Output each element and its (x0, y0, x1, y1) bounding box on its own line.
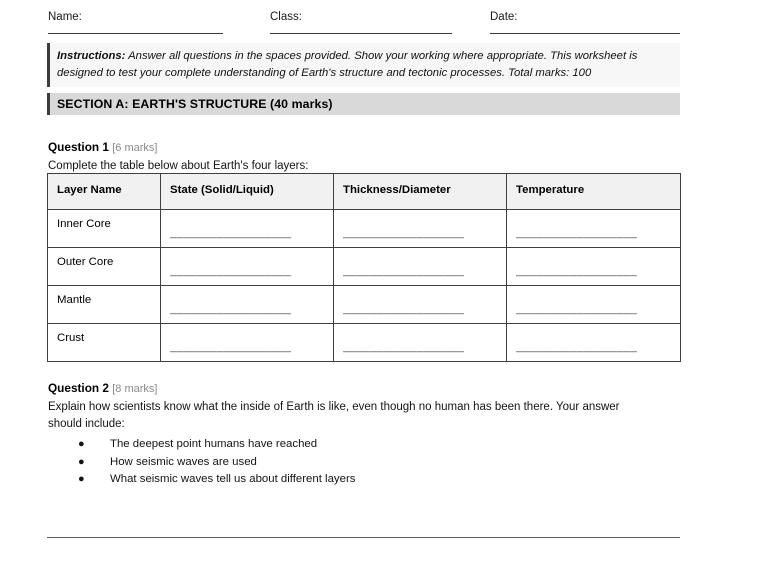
question-1-block (48, 140, 688, 175)
table-header (48, 174, 681, 210)
cell-temperature-blank[interactable] (507, 210, 681, 248)
list-item-label: What seismic waves tell us about different layers (110, 473, 356, 485)
table-body (48, 210, 681, 362)
blank-line: __________________ (516, 341, 638, 353)
blank-line: __________________ (343, 265, 465, 277)
list-item-label: The deepest point humans have reached (110, 438, 318, 450)
question-2-title: Question 2 (48, 381, 109, 395)
list-item (48, 454, 648, 472)
question-2-bullet-list (48, 436, 648, 489)
cell-layer-name: Outer Core (48, 248, 161, 286)
column-header-temperature: Temperature (507, 174, 681, 210)
name-label: Name: (48, 11, 82, 23)
table-row (48, 248, 681, 286)
instructions-text: Answer all questions in the spaces provided. Show your working where appropriate. This worksheet is designed to test your complete understanding of Earth's structure and tectonic processes. Total marks: 100 (57, 50, 638, 79)
column-header-layer-name: Layer Name (48, 174, 161, 210)
column-header-thickness: Thickness/Diameter (334, 174, 507, 210)
question-1-marks: [6 marks] (112, 142, 158, 154)
cell-temperature-blank[interactable] (507, 324, 681, 362)
class-field (270, 10, 302, 24)
blank-line: __________________ (516, 265, 638, 277)
bullet-dot-icon: ● (78, 473, 85, 485)
blank-line: __________________ (343, 341, 465, 353)
instructions-paragraph (57, 48, 672, 81)
cell-layer-name: Crust (48, 324, 161, 362)
date-label: Date: (490, 11, 518, 23)
class-write-line[interactable] (270, 33, 452, 34)
date-field (490, 10, 518, 24)
earth-layers-table (47, 173, 681, 362)
blank-line: __________________ (170, 227, 292, 239)
table-row (48, 210, 681, 248)
question-1-title: Question 1 (48, 140, 109, 154)
question-2-prompt: Explain how scientists know what the inside of Earth is like, even though no human has been there. Your answer should include: (48, 401, 620, 430)
class-label: Class: (270, 11, 302, 23)
cell-temperature-blank[interactable] (507, 248, 681, 286)
date-write-line[interactable] (490, 33, 680, 34)
bullet-dot-icon: ● (78, 455, 85, 468)
cell-thickness-blank[interactable] (334, 210, 507, 248)
blank-line: __________________ (343, 303, 465, 315)
cell-thickness-blank[interactable] (334, 324, 507, 362)
answer-write-line[interactable] (47, 505, 680, 538)
student-info-row (48, 10, 680, 44)
column-header-state: State (Solid/Liquid) (161, 174, 334, 210)
cell-temperature-blank[interactable] (507, 286, 681, 324)
bullet-dot-icon: ● (78, 438, 85, 450)
cell-layer-name: Mantle (48, 286, 161, 324)
section-a-banner (47, 93, 680, 115)
answer-write-line[interactable] (47, 538, 680, 570)
blank-line: __________________ (516, 227, 638, 239)
instructions-label: Instructions: (57, 50, 126, 62)
cell-state-blank[interactable] (161, 324, 334, 362)
list-item (48, 471, 648, 489)
question-1-heading (48, 140, 688, 156)
question-2-marks: [8 marks] (112, 383, 158, 395)
name-field (48, 10, 82, 24)
table-row (48, 324, 681, 362)
cell-state-blank[interactable] (161, 210, 334, 248)
section-a-title: SECTION A: EARTH'S STRUCTURE (40 marks) (57, 97, 333, 111)
blank-line: __________________ (170, 265, 292, 277)
cell-thickness-blank[interactable] (334, 286, 507, 324)
cell-state-blank[interactable] (161, 248, 334, 286)
blank-line: __________________ (170, 303, 292, 315)
question-2-heading (48, 381, 648, 397)
cell-state-blank[interactable] (161, 286, 334, 324)
cell-thickness-blank[interactable] (334, 248, 507, 286)
blank-line: __________________ (343, 227, 465, 239)
list-item-label: How seismic waves are used (110, 455, 257, 468)
list-item (48, 436, 648, 454)
question-2-block (48, 381, 648, 489)
blank-line: __________________ (516, 303, 638, 315)
table-row (48, 286, 681, 324)
cell-layer-name: Inner Core (48, 210, 161, 248)
instructions-callout (47, 43, 680, 87)
question-1-prompt: Complete the table below about Earth's four layers: (48, 160, 309, 172)
blank-line: __________________ (170, 341, 292, 353)
table-header-row (48, 174, 681, 210)
answer-lines-group (47, 505, 680, 570)
name-write-line[interactable] (48, 33, 223, 34)
